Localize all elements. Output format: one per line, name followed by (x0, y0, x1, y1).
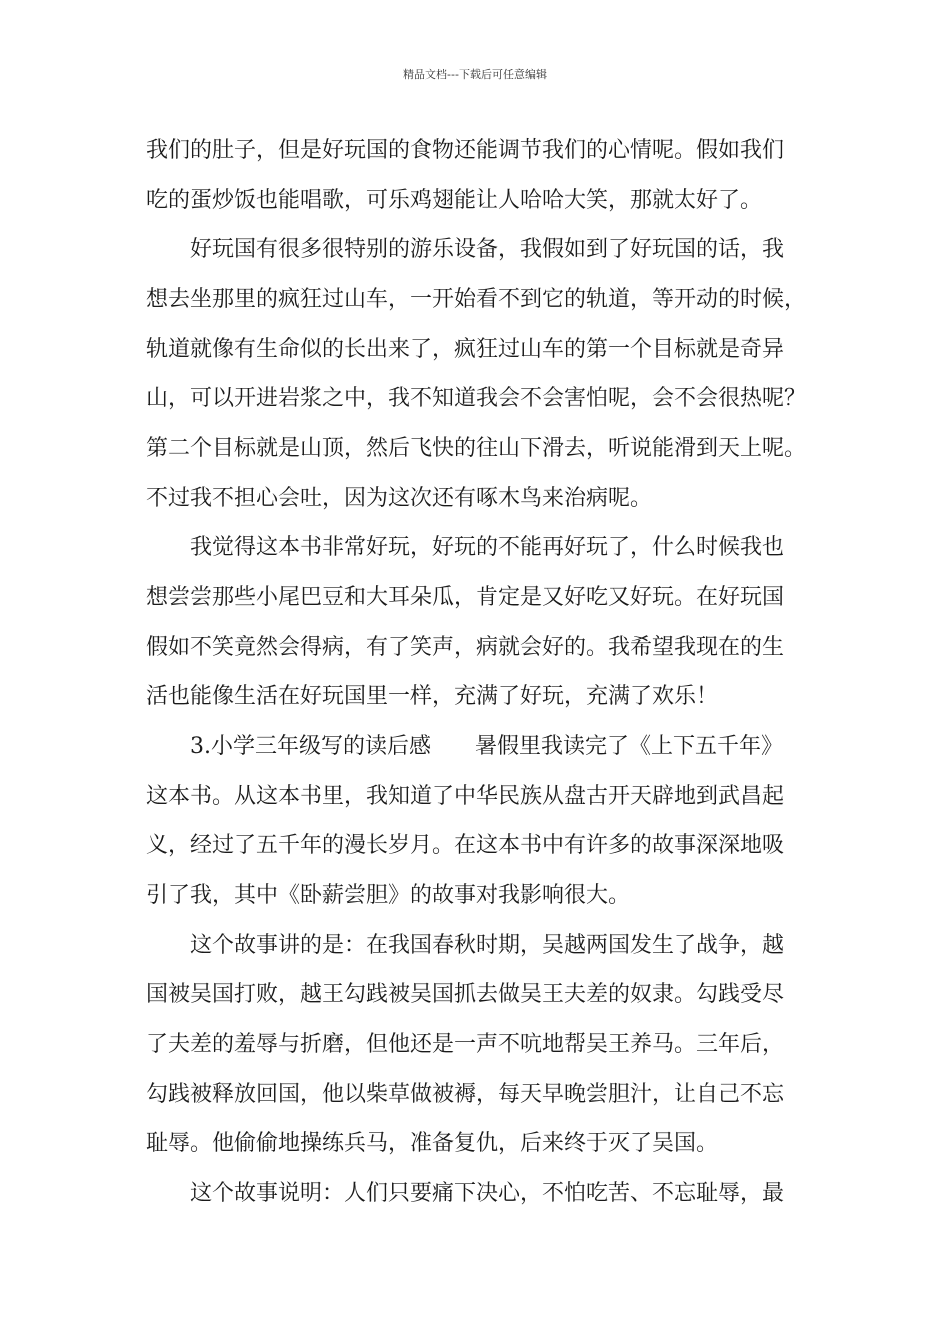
text-line: 义，经过了五千年的漫长岁月。在这本书中有许多的故事深深地吸 (146, 833, 785, 858)
text-line: 吃的蛋炒饭也能唱歌，可乐鸡翅能让人哈哈大笑，那就太好了。 (146, 188, 763, 213)
text-line: 假如不笑竟然会得病，有了笑声，病就会好的。我希望我现在的生 (146, 635, 785, 660)
text-line: 3.小学三年级写的读后感 暑假里我读完了《上下五千年》 (146, 734, 783, 759)
text-line: 山，可以开进岩浆之中，我不知道我会不会害怕呢，会不会很热呢？ (146, 386, 807, 411)
text-line: 引了我，其中《卧薪尝胆》的故事对我影响很大。 (146, 883, 631, 908)
text-line: 想尝尝那些小尾巴豆和大耳朵瓜，肯定是又好吃又好玩。在好玩国 (146, 585, 785, 610)
text-line: 国被吴国打败，越王勾践被吴国抓去做吴王夫差的奴隶。勾践受尽 (146, 982, 785, 1007)
text-line: 这个故事讲的是：在我国春秋时期，吴越两国发生了战争，越 (146, 933, 785, 958)
text-line: 好玩国有很多很特别的游乐设备，我假如到了好玩国的话，我 (146, 237, 785, 262)
page-header: 精品文档---下载后可任意编辑 (403, 68, 547, 81)
text-line: 这个故事说明：人们只要痛下决心，不怕吃苦、不忘耻辱，最 (146, 1181, 785, 1206)
text-line: 勾践被释放回国，他以柴草做被褥，每天早晚尝胆汁，让自己不忘 (146, 1082, 785, 1107)
text-line: 了夫差的羞辱与折磨，但他还是一声不吭地帮吴王养马。三年后， (146, 1032, 785, 1057)
text-line: 我们的肚子，但是好玩国的食物还能调节我们的心情呢。假如我们 (146, 138, 785, 163)
text-line: 耻辱。他偷偷地操练兵马，准备复仇，后来终于灭了吴国。 (146, 1131, 719, 1156)
text-line: 第二个目标就是山顶，然后飞快的往山下滑去，听说能滑到天上呢。 (146, 436, 807, 461)
text-line: 这本书。从这本书里，我知道了中华民族从盘古开天辟地到武昌起 (146, 784, 785, 809)
text-line: 轨道就像有生命似的长出来了，疯狂过山车的第一个目标就是奇异 (146, 337, 785, 362)
text-line: 想去坐那里的疯狂过山车，一开始看不到它的轨道，等开动的时候， (146, 287, 807, 312)
text-line: 不过我不担心会吐，因为这次还有啄木鸟来治病呢。 (146, 486, 653, 511)
text-line: 活也能像生活在好玩国里一样，充满了好玩，充满了欢乐！ (146, 684, 719, 709)
text-line: 我觉得这本书非常好玩，好玩的不能再好玩了，什么时候我也 (146, 535, 785, 560)
